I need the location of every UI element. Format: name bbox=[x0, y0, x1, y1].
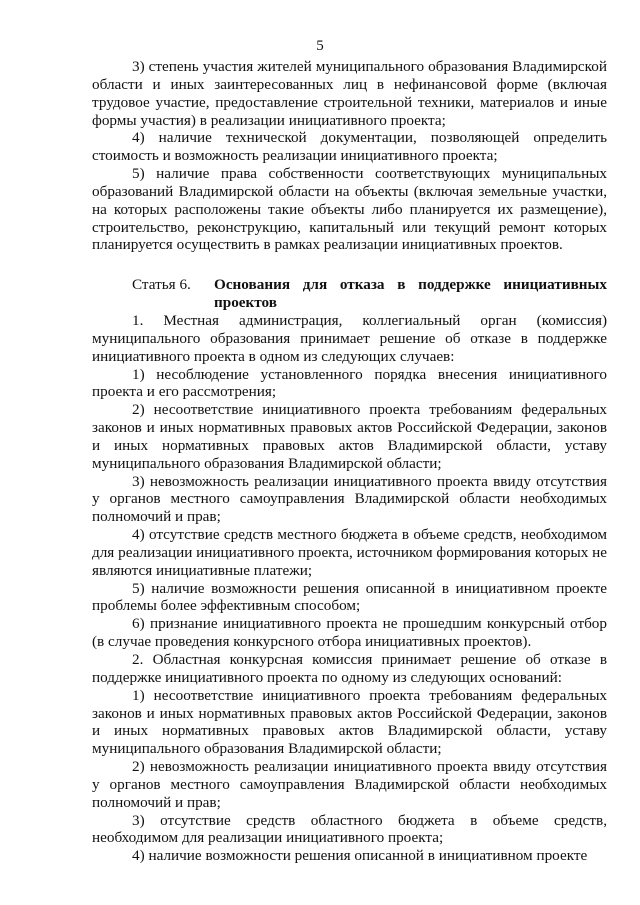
paragraph-clause-1-item-1: 1) несоблюдение установленного порядка внесения инициативного проекта и его рассмотрения; bbox=[92, 365, 607, 401]
paragraph-clause-2-item-1: 1) несоответствие инициативного проекта требованиям федеральных законов и иных нормативных правовых актов Российской Федерации, законов и иных нормативных правовых актов Владимирской области, уставу муниципального образования Владимирской области; bbox=[92, 686, 607, 758]
paragraph-clause-2-item-3: 3) отсутствие средств областного бюджета в объеме средств, необходимом для реализации инициативного проекта; bbox=[92, 811, 607, 847]
article-title: Основания для отказа в поддержке инициативных проектов bbox=[214, 276, 607, 312]
paragraph-clause-1-item-6: 6) признание инициативного проекта не прошедшим конкурсный отбор (в случае проведения конкурсного отбора инициативных проектов). bbox=[92, 615, 607, 651]
paragraph-criterion-5: 5) наличие права собственности соответствующих муниципальных образований Владимирской области на объекты (включая земельные участки, на которых расположены такие объекты либо планируется их размещение), строительство, реконструкцию, капитальный или текущий ремонт которых планируется осуществить в рамках реализации инициативных проектов. bbox=[92, 165, 607, 254]
paragraph-criterion-4: 4) наличие технической документации, позволяющей определить стоимость и возможность реализации инициативного проекта; bbox=[92, 129, 607, 165]
paragraph-clause-1: 1. Местная администрация, коллегиальный орган (комиссия) муниципального образования принимает решение об отказе в поддержке инициативного проекта в одном из следующих случаев: bbox=[92, 311, 607, 365]
paragraph-clause-1-item-2: 2) несоответствие инициативного проекта требованиям федеральных законов и иных нормативных правовых актов Российской Федерации, законов и иных нормативных правовых актов Владимирской области, уставу муниципального образования Владимирской области; bbox=[92, 401, 607, 472]
paragraph-criterion-3: 3) степень участия жителей муниципального образования Владимирской области и иных заинтересованных лиц в нефинансовой форме (включая трудовое участие, предоставление строительной техники, материалов и иные формы участия) в реализации инициативного проекта; bbox=[92, 58, 607, 129]
article-heading bbox=[92, 276, 607, 312]
page-number: 5 bbox=[316, 38, 324, 54]
paragraph-clause-2-item-4: 4) наличие возможности решения описанной в инициативном проекте bbox=[132, 847, 588, 865]
paragraph-clause-2: 2. Областная конкурсная комиссия принимает решение об отказе в поддержке инициативного проекта по одному из следующих оснований: bbox=[92, 651, 607, 686]
paragraph-clause-1-item-3: 3) невозможность реализации инициативного проекта ввиду отсутствия у органов местного самоуправления Владимирской области необходимых полномочий и прав; bbox=[92, 472, 607, 526]
article-label: Статья 6. bbox=[132, 276, 191, 294]
paragraph-clause-1-item-5: 5) наличие возможности решения описанной в инициативном проекте проблемы более эффективным способом; bbox=[92, 579, 607, 615]
document-body bbox=[92, 58, 607, 865]
paragraph-clause-1-item-4: 4) отсутствие средств местного бюджета в объеме средств, необходимом для реализации инициативного проекта, источником формирования которых не являются инициативные платежи; bbox=[92, 526, 607, 579]
paragraph-clause-2-item-2: 2) невозможность реализации инициативного проекта ввиду отсутствия у органов местного самоуправления Владимирской области необходимых полномочий и прав; bbox=[92, 758, 607, 811]
